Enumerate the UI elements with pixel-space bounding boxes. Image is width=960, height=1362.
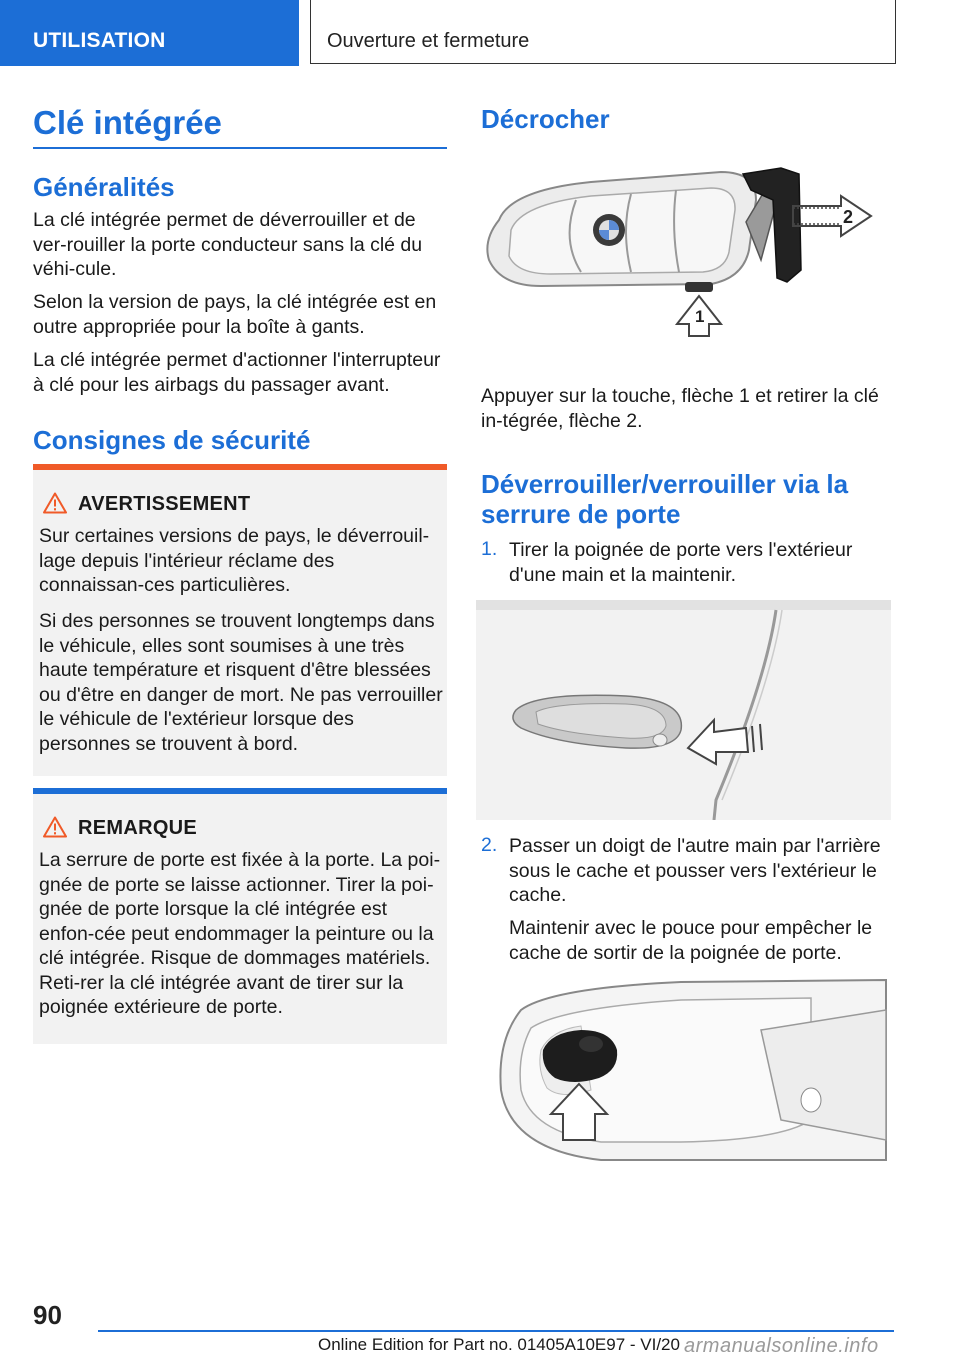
safety-heading: Consignes de sécurité	[33, 425, 311, 455]
general-paragraph-2: Selon la version de pays, la clé intégrée est en outre appropriée pour la boîte à gants.	[33, 291, 437, 338]
chapter-title: Ouverture et fermeture	[310, 0, 896, 64]
step-2-text-2: Maintenir avec le pouce pour empêcher le cache de sortir de la poignée de porte.	[509, 917, 873, 964]
warning-title: AVERTISSEMENT	[78, 493, 251, 515]
warning-paragraph-1: Sur certaines versions de pays, le déverrouil‐lage depuis l'intérieur réclame des connaissan‐ces particulières.	[39, 525, 430, 596]
step-2-text: Passer un doigt de l'autre main par l'arrière sous le cache et pousser vers l'extérieur le cache.	[509, 835, 881, 906]
detach-heading: Décrocher	[481, 104, 610, 134]
footer-rule	[98, 1330, 894, 1332]
lock-heading-line-1: Déverrouiller/verrouiller via la	[481, 469, 849, 499]
cache-illustration	[481, 970, 891, 1170]
page-title: Clé intégrée	[33, 104, 222, 141]
general-paragraph-3: La clé intégrée permet d'actionner l'interrupteur à clé pour les airbags du passager avant.	[33, 349, 441, 396]
arrow-label-1: 1	[695, 307, 705, 326]
arrow-label-2: 2	[843, 207, 854, 227]
note-box	[33, 788, 447, 1044]
detach-caption: Appuyer sur la touche, flèche 1 et retirer la clé in‐tégrée, flèche 2.	[481, 385, 879, 432]
note-bar	[33, 788, 447, 794]
key-illustration	[481, 160, 891, 360]
step-1-number: 1.	[481, 538, 498, 560]
section-tab: UTILISATION	[0, 0, 299, 66]
warning-triangle-icon	[43, 492, 67, 519]
general-paragraph-1: La clé intégrée permet de déverrouiller et de ver‐rouiller la porte conducteur sans la clé du véhi‐cule.	[33, 209, 423, 280]
note-title: REMARQUE	[78, 817, 198, 839]
note-triangle-icon	[43, 816, 67, 843]
watermark: armanualsonline.info	[684, 1335, 879, 1357]
title-rule	[33, 147, 447, 149]
step-2-number: 2.	[481, 834, 498, 856]
note-paragraph: La serrure de porte est fixée à la porte. La poi‐gnée de porte se laisse actionner. Tirer la poi‐gnée de porte lorsque la clé intégrée est enfon‐cée peut endommager la peinture ou la clé intégrée. Risque de dommages matériels. Reti‐rer la clé intégrée avant de tirer sur la poignée extérieure de porte.	[39, 849, 441, 1018]
general-heading: Généralités	[33, 172, 175, 202]
warning-bar	[33, 464, 447, 470]
lock-heading-line-2: serrure de porte	[481, 499, 681, 529]
step-1-text: Tirer la poignée de porte vers l'extérieur d'une main et la maintenir.	[509, 539, 853, 586]
footer-edition: Online Edition for Part no. 01405A10E97 - VI/20	[318, 1335, 680, 1354]
lock-heading	[481, 469, 901, 529]
warning-box	[33, 464, 447, 776]
door-handle-illustration	[476, 600, 891, 820]
warning-paragraph-2: Si des personnes se trouvent longtemps dans le véhicule, elles sont soumises à une très haute température et risquent d'être blessées ou d'être en danger de mort. Ne pas verrouiller le véhicule de l'extérieur lorsque des personnes se trouvent à bord.	[39, 610, 443, 755]
page-number: 90	[33, 1300, 62, 1330]
